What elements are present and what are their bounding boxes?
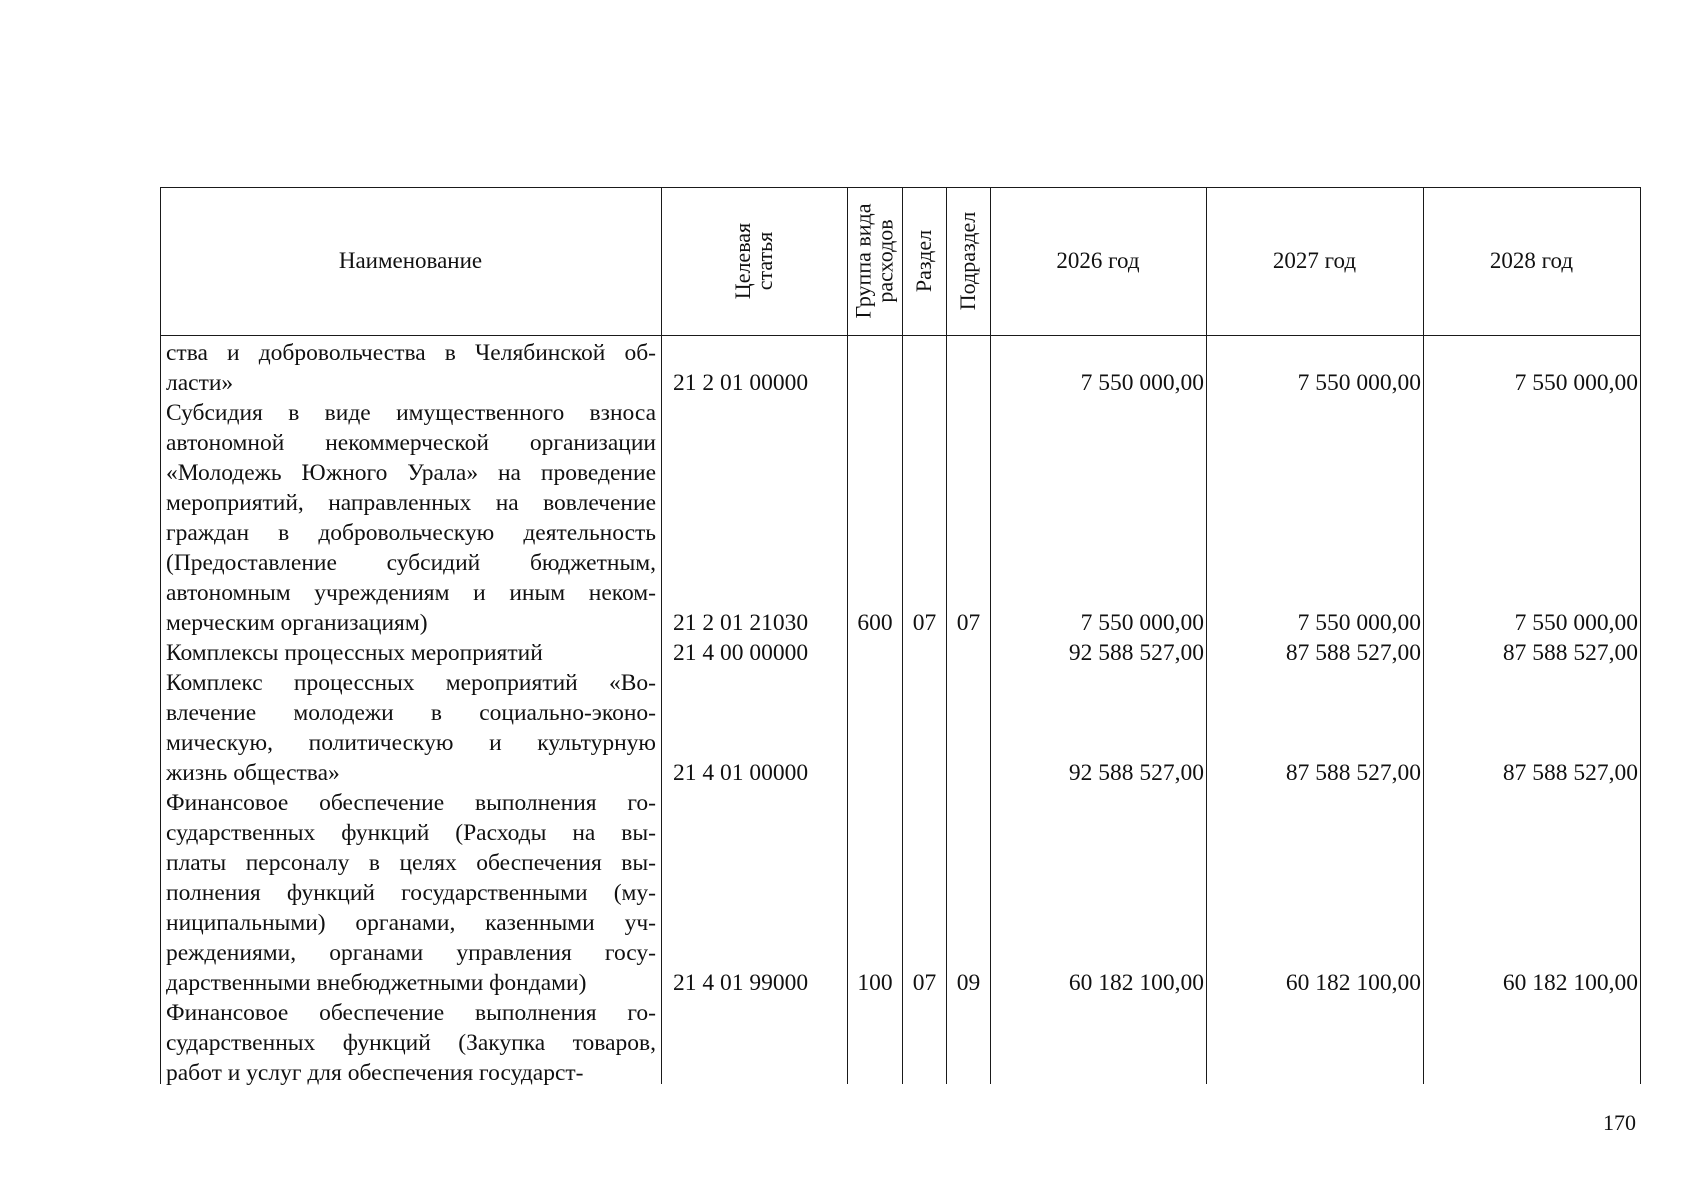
row-value-2026: 92 588 527,00 bbox=[1068, 640, 1204, 666]
header-subsection-line: Подраздел bbox=[955, 211, 981, 311]
table-row bbox=[160, 998, 1641, 1088]
row-name-line: жизнь общества» bbox=[166, 760, 340, 786]
row-name-line: сударственных функций (Расходы на вы- bbox=[166, 820, 656, 846]
row-value-2028: 60 182 100,00 bbox=[1502, 970, 1638, 996]
header-expense-group-label bbox=[850, 203, 898, 319]
row-target-article: 21 4 01 99000 bbox=[673, 970, 809, 996]
row-name-line: мическую, политическую и культурную bbox=[166, 730, 656, 756]
row-section: 07 bbox=[912, 970, 937, 996]
header-year-2026 bbox=[990, 187, 1206, 335]
row-value-2028: 87 588 527,00 bbox=[1502, 760, 1638, 786]
row-value-2028: 7 550 000,00 bbox=[1514, 610, 1638, 636]
header-name bbox=[160, 187, 661, 335]
row-target-article: 21 4 00 00000 bbox=[673, 640, 809, 666]
row-name-line: Финансовое обеспечение выполнения го- bbox=[166, 790, 656, 816]
row-section: 07 bbox=[912, 610, 937, 636]
row-value-2027: 7 550 000,00 bbox=[1297, 370, 1421, 396]
header-expense-group-line: Группа вида bbox=[850, 203, 876, 319]
header-year-2028-label: 2028 год bbox=[1489, 248, 1574, 273]
row-value-2026: 60 182 100,00 bbox=[1068, 970, 1204, 996]
header-section-label bbox=[913, 230, 935, 292]
header-subsection bbox=[946, 187, 990, 335]
header-year-2026-label: 2026 год bbox=[1056, 248, 1140, 273]
row-name-line: Финансовое обеспечение выполнения го- bbox=[166, 1000, 656, 1026]
row-name-line: ниципальными) органами, казенными уч- bbox=[166, 910, 656, 936]
row-name-line: сударственных функций (Закупка товаров, bbox=[166, 1030, 656, 1056]
header-expense-group-line: расходов bbox=[872, 219, 898, 303]
row-name-line: реждениями, органами управления госу- bbox=[166, 940, 656, 966]
header-subsection-label bbox=[957, 212, 979, 310]
header-section bbox=[902, 187, 946, 335]
row-subsection: 09 bbox=[956, 970, 981, 996]
budget-table bbox=[160, 187, 1641, 1084]
row-value-2026: 92 588 527,00 bbox=[1068, 760, 1204, 786]
header-target-article-line: статья bbox=[751, 231, 777, 291]
table-row bbox=[160, 788, 1641, 998]
row-name-line: дарственными внебюджетными фондами) bbox=[166, 970, 587, 996]
row-value-2027: 87 588 527,00 bbox=[1285, 760, 1421, 786]
row-name-line: полнения функций государственными (му- bbox=[166, 880, 656, 906]
header-target-article bbox=[661, 187, 847, 335]
row-name-line: граждан в добровольческую деятельность bbox=[166, 520, 656, 546]
header-target-article-label bbox=[729, 222, 777, 300]
header-target-article-line: Целевая bbox=[729, 222, 755, 300]
row-name bbox=[166, 398, 656, 638]
row-value-2027: 7 550 000,00 bbox=[1297, 610, 1421, 636]
table-row bbox=[160, 338, 1641, 398]
row-name bbox=[166, 668, 656, 788]
header-year-2027 bbox=[1206, 187, 1423, 335]
row-name-line: платы персоналу в целях обеспечения вы- bbox=[166, 850, 656, 876]
row-value-2028: 87 588 527,00 bbox=[1502, 640, 1638, 666]
table-row bbox=[160, 638, 1641, 668]
row-name-line: Комплексы процессных мероприятий bbox=[166, 640, 543, 666]
row-name bbox=[166, 338, 656, 398]
row-value-2028: 7 550 000,00 bbox=[1514, 370, 1638, 396]
header-year-2028 bbox=[1423, 187, 1640, 335]
row-name-line: мероприятий, направленных на вовлечение bbox=[166, 490, 656, 516]
table-row bbox=[160, 398, 1641, 638]
header-expense-group bbox=[847, 187, 902, 335]
row-name-line: влечение молодежи в социально-эконо- bbox=[166, 700, 656, 726]
row-name bbox=[166, 998, 656, 1088]
row-name-line: ства и добровольчества в Челябинской об- bbox=[166, 340, 656, 366]
row-expense-group: 600 bbox=[857, 610, 893, 636]
row-name bbox=[166, 638, 656, 668]
row-name-line: мерческим организациям) bbox=[166, 610, 428, 636]
row-target-article: 21 2 01 00000 bbox=[673, 370, 809, 396]
header-section-line: Раздел bbox=[911, 229, 937, 293]
row-name-line: автономным учреждениям и иным неком- bbox=[166, 580, 656, 606]
row-name-line: работ и услуг для обеспечения государст- bbox=[166, 1060, 584, 1086]
row-name-line: автономной некоммерческой организации bbox=[166, 430, 656, 456]
row-value-2027: 87 588 527,00 bbox=[1285, 640, 1421, 666]
row-name-line: (Предоставление субсидий бюджетным, bbox=[166, 550, 656, 576]
row-expense-group: 100 bbox=[857, 970, 893, 996]
header-year-2027-label: 2027 год bbox=[1272, 248, 1357, 273]
table-row bbox=[160, 668, 1641, 788]
header-divider bbox=[160, 335, 1641, 336]
row-name-line: Комплекс процессных мероприятий «Во- bbox=[166, 670, 656, 696]
header-name-label: Наименование bbox=[338, 248, 483, 273]
row-target-article: 21 4 01 00000 bbox=[673, 760, 809, 786]
row-target-article: 21 2 01 21030 bbox=[673, 610, 809, 636]
row-value-2027: 60 182 100,00 bbox=[1285, 970, 1421, 996]
row-value-2026: 7 550 000,00 bbox=[1080, 370, 1204, 396]
row-name-line: «Молодежь Южного Урала» на проведение bbox=[166, 460, 656, 486]
row-name-line: ласти» bbox=[166, 370, 234, 396]
row-name-line: Субсидия в виде имущественного взноса bbox=[166, 400, 656, 426]
row-value-2026: 7 550 000,00 bbox=[1080, 610, 1204, 636]
row-name bbox=[166, 788, 656, 998]
row-subsection: 07 bbox=[956, 610, 981, 636]
page-number: 170 bbox=[1603, 1110, 1636, 1135]
